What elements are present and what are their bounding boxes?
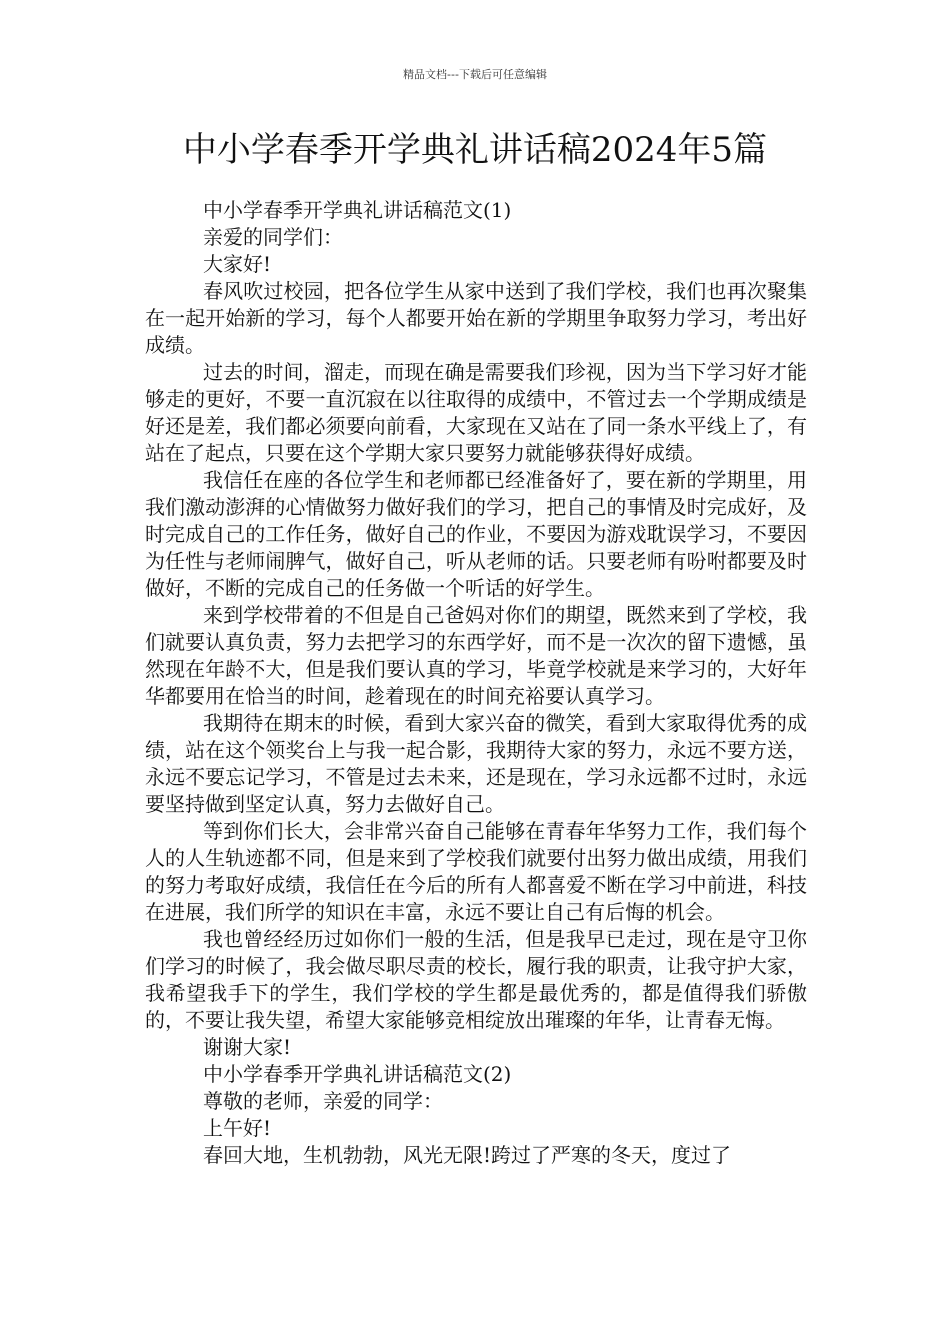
body-paragraph: 来到学校带着的不但是自己爸妈对你们的期望，既然来到了学校，我们就要认真负责，努力去把学习的东西学好，而不是一次次的留下遗憾，虽然现在年龄不大，但是我们要认真的学习，毕竟学校就是来学习的，大好年华都要用在恰当的时间，趁着现在的时间充裕要认真学习。 <box>145 603 807 708</box>
body-paragraph: 春风吹过校园，把各位学生从家中送到了我们学校，我们也再次聚集在一起开始新的学习，每个人都要开始在新的学期里争取努力学习，考出好成绩。 <box>145 279 807 357</box>
salutation: 亲爱的同学们： <box>203 225 343 249</box>
body-paragraph: 我信任在座的各位学生和老师都已经准备好了，要在新的学期里，用我们激动澎湃的心情做努力做好我们的学习，把自己的事情及时完成好，及时完成自己的工作任务，做好自己的作业，不要因为游戏耽误学习，不要因为任性与老师闹脾气，做好自己，听从老师的话。只要老师有吩咐都要及时做好，不断的完成自己的任务做一个听话的好学生。 <box>145 468 807 600</box>
salutation: 尊敬的老师，亲爱的同学： <box>203 1089 443 1113</box>
body-paragraph: 我期待在期末的时候，看到大家兴奋的微笑，看到大家取得优秀的成绩，站在这个领奖台上与我一起合影，我期待大家的努力，永远不要方送，永远不要忘记学习，不管是过去未来，还是现在，学习永远都不过时，永远要坚持做到坚定认真，努力去做好自己。 <box>145 711 807 816</box>
body-paragraph: 我也曾经经历过如你们一般的生活，但是我早已走过，现在是守卫你们学习的时候了，我会做尽职尽责的校长，履行我的职责，让我守护大家，我希望我手下的学生，我们学校的学生都是最优秀的，都是值得我们骄傲的，不要让我失望，希望大家能够竞相绽放出璀璨的年华，让青春无悔。 <box>145 927 807 1032</box>
section-heading: 中小学春季开学典礼讲话稿范文(2) <box>203 1062 512 1086</box>
document-title: 中小学春季开学典礼讲话稿2024年5篇 <box>182 130 768 170</box>
document-body <box>145 197 807 1169</box>
greeting: 大家好! <box>203 252 272 276</box>
closing: 谢谢大家! <box>203 1035 292 1059</box>
body-paragraph: 春回大地，生机勃勃，风光无限!跨过了严寒的冬天，度过了 <box>203 1143 732 1167</box>
greeting: 上午好! <box>203 1116 272 1140</box>
body-paragraph: 等到你们长大，会非常兴奋自己能够在青春年华努力工作，我们每个人的人生轨迹都不同，但是来到了学校我们就要付出努力做出成绩，用我们的努力考取好成绩，我信任在今后的所有人都喜爱不断在学习中前进，科技在进展，我们所学的知识在丰富，永远不要让自己有后悔的机会。 <box>145 819 807 924</box>
header-note: 精品文档---下载后可任意编辑 <box>403 68 547 81</box>
body-paragraph: 过去的时间，溜走，而现在确是需要我们珍视，因为当下学习好才能够走的更好，不要一直沉寂在以往取得的成绩中，不管过去一个学期成绩是好还是差，我们都必须要向前看，大家现在又站在了同一条水平线上了，有站在了起点，只要在这个学期大家只要努力就能够获得好成绩。 <box>145 360 807 465</box>
section-heading: 中小学春季开学典礼讲话稿范文(1) <box>203 198 512 222</box>
